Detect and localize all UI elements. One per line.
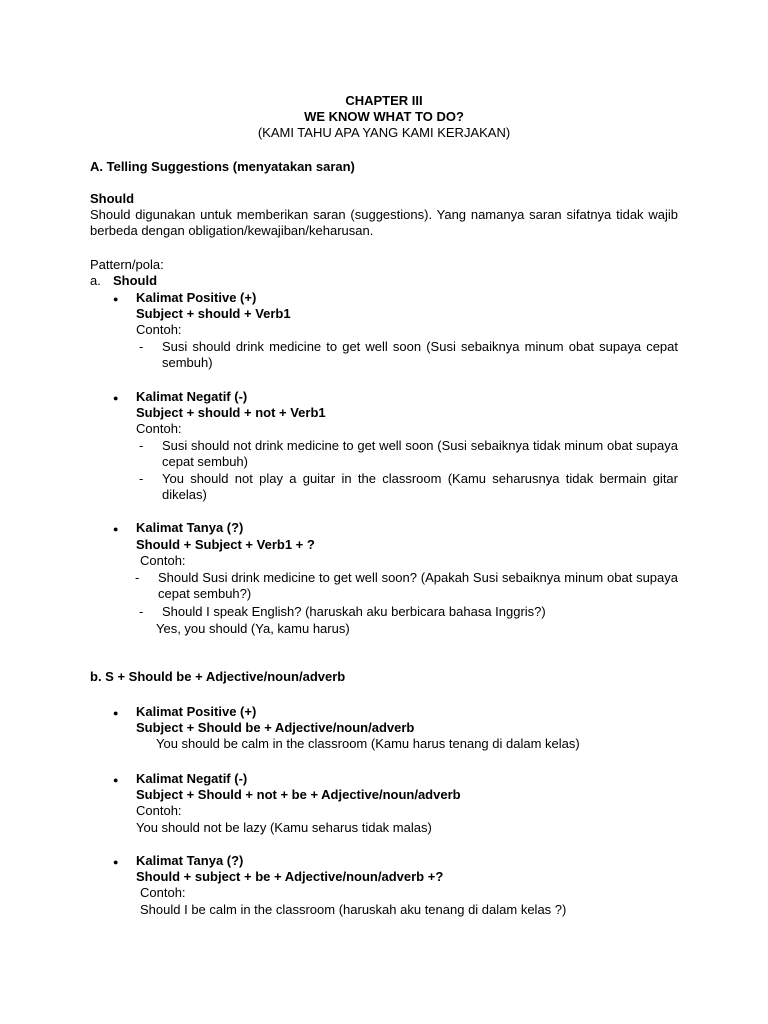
dash: -	[139, 339, 144, 354]
section-a-heading: A. Telling Suggestions (menyatakan saran)	[90, 159, 355, 174]
b-question-formula: Should + subject + be + Adjective/noun/adverb +?	[136, 869, 444, 884]
b-positive-example: You should be calm in the classroom (Kamu harus tenang di dalam kelas)	[156, 736, 580, 751]
a-positive-example-1: Susi should drink medicine to get well soon (Susi sebaiknya minum obat supaya cepat sembuh)	[162, 339, 678, 370]
a-negative-formula: Subject + should + not + Verb1	[136, 405, 326, 420]
dash: -	[139, 471, 144, 486]
item-label: Should	[113, 273, 158, 288]
a-question-title: Kalimat Tanya (?)	[136, 520, 244, 535]
chapter-subtitle: (KAMI TAHU APA YANG KAMI KERJAKAN)	[257, 125, 511, 140]
dash: -	[139, 438, 144, 453]
b-negative-formula: Subject + Should + not + be + Adjective/noun/adverb	[136, 787, 461, 802]
a-negative-example-1: Susi should not drink medicine to get well soon (Susi sebaiknya tidak minum obat supaya cepat sembuh)	[162, 438, 678, 469]
a-question-formula: Should + Subject + Verb1 + ?	[136, 537, 315, 552]
a-question-example-2: Should I speak English? (haruskah aku berbicara bahasa Inggris?)	[162, 604, 546, 619]
bullet-icon: ●	[113, 393, 119, 403]
bullet-icon: ●	[113, 857, 119, 867]
bullet-icon: ●	[113, 708, 119, 718]
b-negative-title: Kalimat Negatif (-)	[136, 771, 248, 786]
b-negative-example: You should not be lazy (Kamu seharus tidak malas)	[136, 820, 432, 835]
bullet-icon: ●	[113, 294, 119, 304]
dash: -	[135, 570, 140, 585]
a-question-example-1: Should Susi drink medicine to get well soon? (Apakah Susi sebaiknya minum obat supaya cepat sembuh?)	[158, 570, 678, 601]
should-description: Should digunakan untuk memberikan saran (suggestions). Yang namanya saran sifatnya tidak wajib berbeda dengan obligation/kewajiban/keharusan.	[90, 207, 678, 238]
b-negative-contoh: Contoh:	[136, 803, 182, 818]
item-marker: a.	[90, 273, 101, 288]
a-positive-formula: Subject + should + Verb1	[136, 306, 291, 321]
chapter-number: CHAPTER III	[345, 93, 423, 108]
b-question-title: Kalimat Tanya (?)	[136, 853, 244, 868]
bullet-icon: ●	[113, 775, 119, 785]
b-question-example: Should I be calm in the classroom (haruskah aku tenang di dalam kelas ?)	[140, 902, 567, 917]
bullet-icon: ●	[113, 524, 119, 534]
b-question-contoh: Contoh:	[140, 885, 186, 900]
section-b-heading: b. S + Should be + Adjective/noun/adverb	[90, 669, 346, 684]
a-positive-title: Kalimat Positive (+)	[136, 290, 257, 305]
a-negative-title: Kalimat Negatif (-)	[136, 389, 248, 404]
a-question-answer: Yes, you should (Ya, kamu harus)	[156, 621, 350, 636]
b-positive-title: Kalimat Positive (+)	[136, 704, 257, 719]
a-negative-example-2: You should not play a guitar in the classroom (Kamu seharusnya tidak bermain gitar dikelas)	[162, 471, 678, 502]
dash: -	[139, 604, 144, 619]
pattern-label: Pattern/pola:	[90, 257, 164, 272]
a-positive-contoh: Contoh:	[136, 322, 182, 337]
should-subheading: Should	[90, 191, 135, 206]
a-negative-contoh: Contoh:	[136, 421, 182, 436]
a-question-contoh: Contoh:	[140, 553, 186, 568]
chapter-title: WE KNOW WHAT TO DO?	[304, 109, 464, 124]
b-positive-formula: Subject + Should be + Adjective/noun/adverb	[136, 720, 415, 735]
